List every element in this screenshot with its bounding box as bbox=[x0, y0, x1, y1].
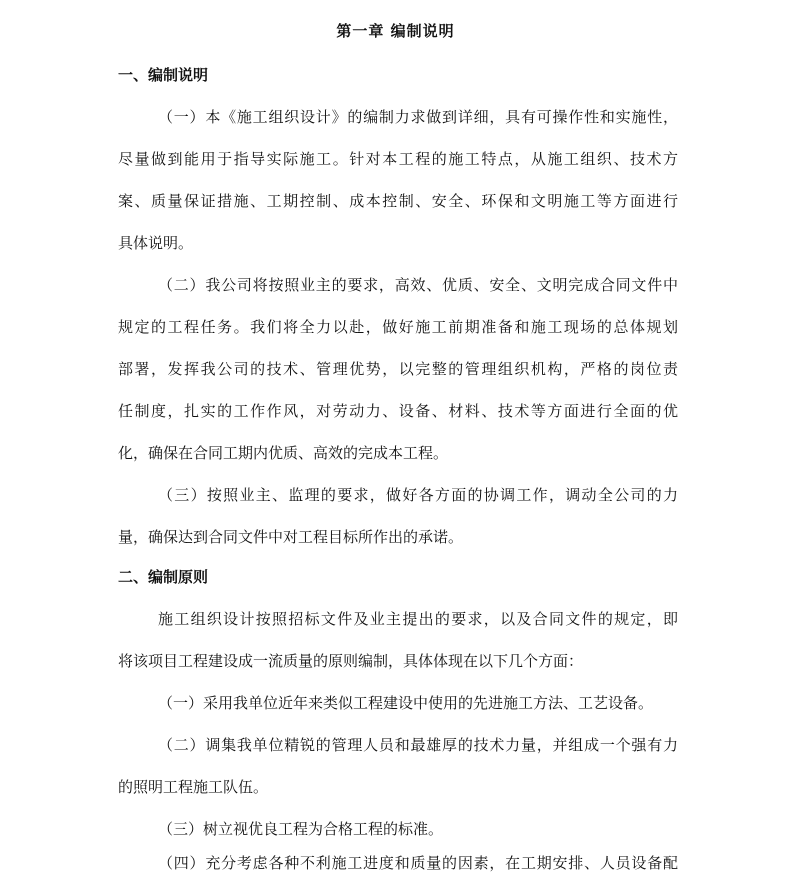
paragraph-line: （二）调集我单位精锐的管理人员和最雄厚的技术力量，并组成一个强有力 bbox=[158, 736, 678, 754]
paragraph-line: （三）树立视优良工程为合格工程的标准。 bbox=[158, 820, 444, 838]
paragraph-line: 部署，发挥我公司的技术、管理优势，以完整的管理组织机构，严格的岗位责 bbox=[118, 360, 678, 378]
paragraph-line: （二）我公司将按照业主的要求，高效、优质、安全、文明完成合同文件中 bbox=[158, 276, 678, 294]
section-heading-2: 二、编制原则 bbox=[118, 568, 209, 586]
paragraph-line: 规定的工程任务。我们将全力以赴，做好施工前期准备和施工现场的总体规划 bbox=[118, 318, 678, 336]
paragraph-line: 任制度，扎实的工作作风，对劳动力、设备、材料、技术等方面进行全面的优 bbox=[118, 402, 678, 420]
paragraph-line: （三）按照业主、监理的要求，做好各方面的协调工作，调动全公司的力 bbox=[158, 486, 678, 504]
paragraph-line: （一）本《施工组织设计》的编制力求做到详细，具有可操作性和实施性， bbox=[158, 108, 678, 126]
section-heading-1: 一、编制说明 bbox=[118, 66, 209, 84]
paragraph-line: （一）采用我单位近年来类似工程建设中使用的先进施工方法、工艺设备。 bbox=[158, 694, 654, 712]
paragraph-line: （四）充分考虑各种不利施工进度和质量的因素，在工期安排、人员设备配 bbox=[158, 854, 678, 872]
paragraph-line: 量，确保达到合同文件中对工程目标所作出的承诺。 bbox=[118, 528, 464, 546]
paragraph-line: 案、质量保证措施、工期控制、成本控制、安全、环保和文明施工等方面进行 bbox=[118, 192, 678, 210]
chapter-title: 第一章 编制说明 bbox=[336, 22, 455, 40]
paragraph-line: 尽量做到能用于指导实际施工。针对本工程的施工特点，从施工组织、技术方 bbox=[118, 150, 678, 168]
paragraph-line: 的照明工程施工队伍。 bbox=[118, 778, 269, 796]
paragraph-line: 将该项目工程建设成一流质量的原则编制，具体体现在以下几个方面： bbox=[118, 652, 584, 670]
paragraph-line: 具体说明。 bbox=[118, 234, 194, 252]
paragraph-line: 施工组织设计按照招标文件及业主提出的要求，以及合同文件的规定，即 bbox=[158, 610, 678, 628]
paragraph-line: 化，确保在合同工期内优质、高效的完成本工程。 bbox=[118, 444, 449, 462]
